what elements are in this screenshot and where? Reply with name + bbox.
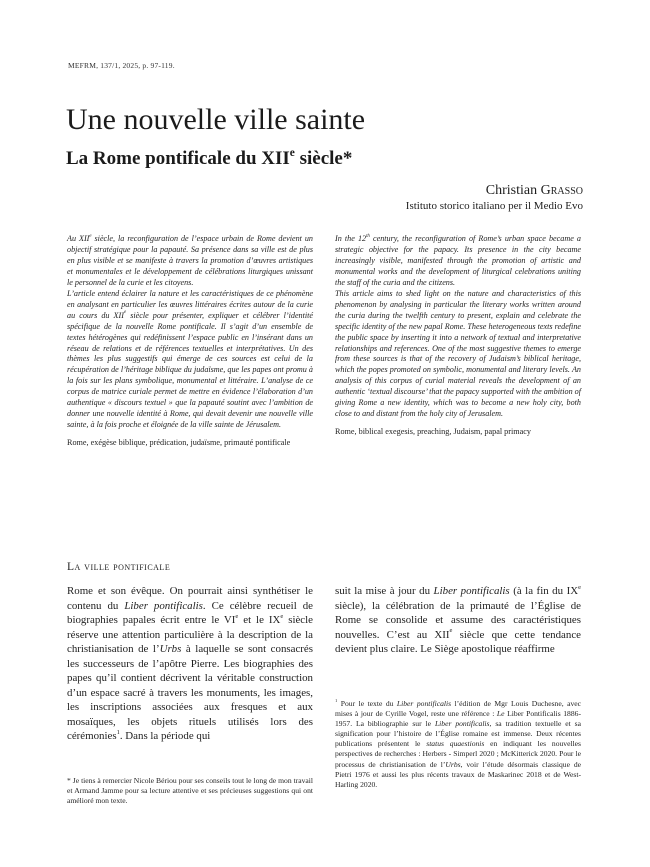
abstract-fr-keywords: Rome, exégèse biblique, prédication, judaïsme, primauté pontificale [67, 438, 291, 448]
text-run: siècle, la reconfiguration de l’espace urbain de Rome devient un objectif stratégique pour la papauté. Sa présence dans sa ville est de plus en plus visible et se manifeste à travers la promotion d’œuvres artistiques et monumentales et le développement de célébrations liturgiques unissant le personnel de la curie et les citoyens. [67, 234, 313, 287]
superscript: e [449, 627, 453, 635]
text-run: siècle réserve une attention particulière à la description de la christianisation de l’ [67, 614, 313, 655]
italic-title: Liber pontificalis [433, 585, 510, 597]
text-run: Rome et son évêque. On pourrait ainsi synthétiser le contenu du [67, 585, 313, 612]
body-column-left [67, 584, 313, 744]
abstract-en-keywords: Rome, biblical exegesis, preaching, Judaism, papal primacy [335, 427, 531, 437]
text-run: à laquelle se sont consacrés les successeurs de l’apôtre Pierre. Les biographies des papes qu’il contient décrivent la véritable construction d’un espace sacré à travers les monuments, les images, les inscriptions associées aux fresques et aux mosaïques, les objets rituels utilisés lors des cérémonies [67, 643, 313, 742]
text-run: Au XII [67, 234, 90, 243]
journal-reference: MEFRM, 137/1, 2025, p. 97-119. [68, 61, 175, 70]
abstract-fr-paragraph-2 [67, 289, 313, 431]
text-run: . Ce célèbre recueil de biographies papales écrit entre le VI [67, 599, 313, 626]
footnote-acknowledgement: * Je tiens à remercier Nicole Bériou pour ses conseils tout le long de mon travail et Armand Jamme pour sa lecture attentive et ses précieuses suggestions qui ont amélioré mon texte. [67, 776, 313, 806]
abstract-en-paragraph-1 [335, 234, 581, 289]
text-run: siècle), la célébration de la primauté de l’Église de Rome se consolide et assume des caractéristiques nouvelles. C’est au XII [335, 599, 581, 641]
abstract-english [335, 234, 581, 437]
superscript: e [280, 612, 284, 620]
text-run: Pour le texte du [337, 699, 397, 708]
italic-word: Urbs [445, 759, 461, 769]
section-heading: La ville pontificale [67, 561, 171, 573]
text-run: , voir l’étude désormais classique de Pietri 1976 et aussi les plus récents travaux de Maskarinec 2018 et de West-Harling 2020. [335, 759, 581, 789]
body-paragraph [67, 584, 313, 744]
article-subtitle [66, 148, 352, 170]
abstract-french [67, 234, 313, 448]
subtitle-rest: siècle* [294, 148, 353, 169]
footnote-1 [335, 699, 581, 790]
text-run: en indiquant les nouvelles perspectives de recherches : Herbers - Simperl 2020 ; McKitterick 2020. Pour le processus de christianisation de l’ [335, 739, 581, 769]
subtitle-superscript: e [289, 146, 295, 159]
author-affiliation: Istituto storico italiano per il Medio Evo [405, 200, 583, 212]
superscript: e [578, 583, 581, 591]
italic-phrase: status quaestionis [426, 739, 485, 749]
footnote-reference[interactable]: 1 [116, 728, 120, 736]
footnote-number: 1 [335, 698, 338, 704]
text-run: Liber Pontificalis 1886-1957. La bibliographie sur le [335, 709, 581, 729]
text-run: . Dans la période qui [119, 730, 211, 742]
text-run: century, the reconfiguration of Rome’s urban space became a strategic objective for the papacy. Its presence in the city became increasingly visible, manifested through the promotion of artistic and monumental works and the development of liturgical celebrations uniting the staff of the curia and the citizens. [335, 234, 581, 287]
subtitle-main: La Rome pontificale du XII [66, 148, 290, 169]
italic-word: Urbs [159, 643, 182, 655]
italic-title: Liber pontificalis [434, 719, 490, 729]
italic-title: Liber pontificalis [396, 699, 452, 708]
text-run: l’édition de Mgr Louis Duchesne, avec mises à jour de Cyrille Vogel, reste une référence : [335, 699, 582, 719]
author-name [486, 183, 583, 199]
text-run: suit la mise à jour du [335, 585, 434, 597]
text-run: L’article entend éclairer la nature et les caractéristiques de ce phénomène en analysant en particulier les œuvres littéraires écrites autour de la curie au cours du XII [67, 288, 313, 320]
body-column-right [335, 584, 581, 657]
text-run: et le IX [238, 614, 281, 626]
article-title: Une nouvelle ville sainte [66, 103, 366, 136]
text-run: (à la fin du IX [509, 585, 579, 597]
abstract-fr-paragraph-1 [67, 234, 313, 289]
italic-word: Le [496, 709, 505, 719]
abstract-en-paragraph-2: This article aims to shed light on the nature and characteristics of this phenomenon by analysing in particular the literary works written around the curia during the twelfth century to present, explain and celebrate the specific identity of the new papal Rome. These heterogeneous texts redefine the public space by inserting it into a network of textual and interpretative relationships and references. One of the most suggestive themes to emerge from these sources is that of the recovery of Judaism’s biblical heritage, which the popes promoted on symbolic, monumental and literary levels. An analysis of this corpus of curial material reveals the development of an authentic ‘textual discourse’ that the papacy supported with the ambition of giving Rome a new identity, which was to become a new holy city, both close to and distant from the holy city of Jerusalem. [335, 288, 581, 419]
author-last-name: Grasso [540, 183, 583, 198]
superscript: th [366, 233, 370, 239]
author-first-name: Christian [485, 183, 538, 198]
superscript: e [89, 233, 92, 239]
text-run: In the 12 [335, 234, 367, 243]
superscript: e [235, 612, 239, 620]
text-run: siècle que cette tendance devient plus claire. Le Siège apostolique réaffirme [335, 628, 582, 655]
text-run: , sa tradition textuelle et sa signification pour l’histoire de l’Église romaine est immense. Deux récentes publications présentent le [335, 719, 581, 749]
text-run: siècle pour présenter, expliquer et célébrer l’identité spécifique de la nouvelle Rome pontificale. Il s’agit d’un ensemble de textes hétérogènes qui redéfinissent l’espace public en l’insérant dans un réseau de relations et de références textuelles et interprétatives. Un des thèmes les plus suggestifs qui émerge de ces sources est celui de la récupération de l’héritage biblique du judaïsme, que les papes ont promu à la fois sur les plans symbolique, monumental et littéraire. L’analyse de ce corpus de matrice curiale permet de mettre en évidence l’élaboration d’un authentique « discours textuel » que la papauté soutint avec l’ambition de donner une nouvelle identité à Rome, qui devait devenir une nouvelle ville sainte, à la fois proche et éloignée de la ville sainte de Jérusalem. [67, 310, 313, 430]
italic-title: Liber pontificalis [124, 599, 203, 612]
superscript: e [123, 310, 127, 316]
body-paragraph [335, 584, 581, 657]
